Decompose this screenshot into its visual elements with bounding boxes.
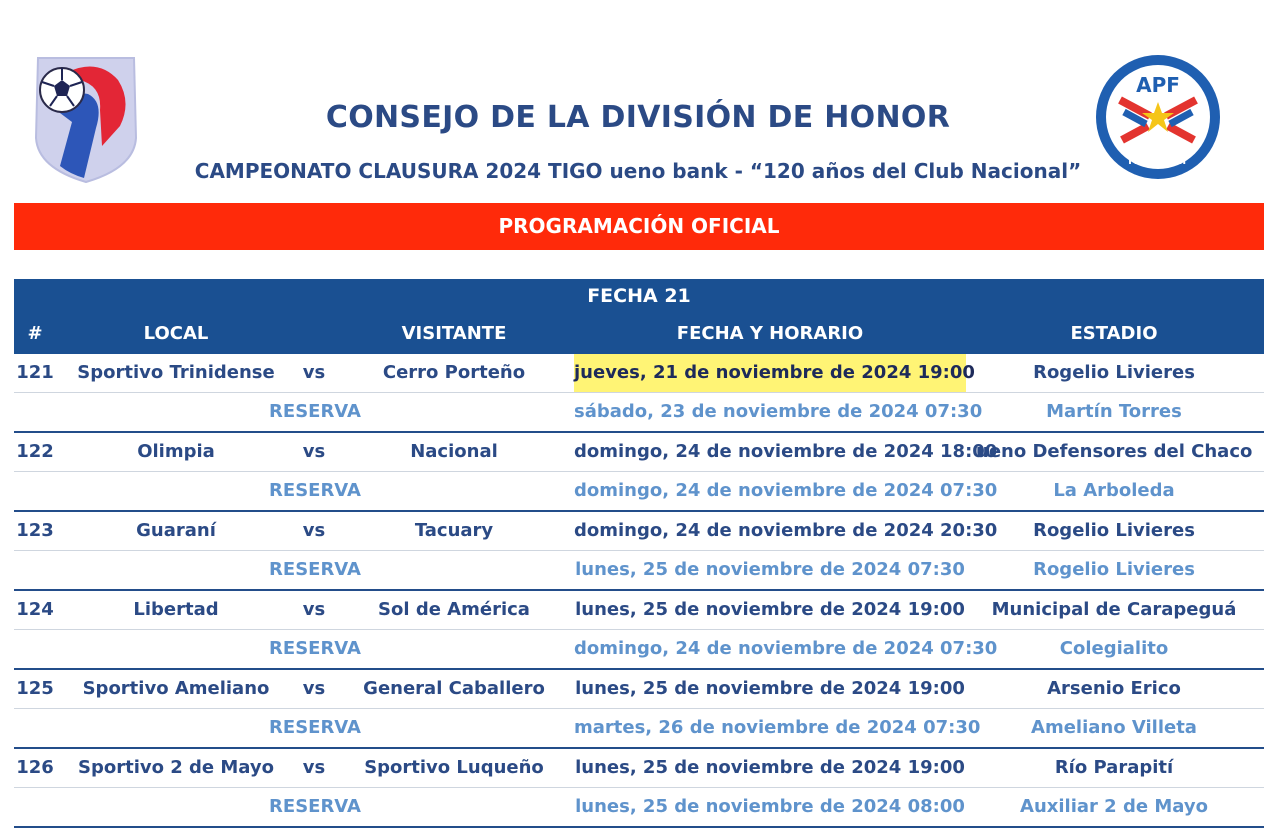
col-header-stadium: ESTADIO	[1070, 323, 1158, 344]
reserve-label: RESERVA	[269, 401, 361, 422]
match-row	[14, 433, 1264, 472]
match-row	[14, 354, 1264, 393]
vs-label: vs	[302, 362, 326, 383]
match-row	[14, 591, 1264, 630]
reserve-stadium: Rogelio Livieres	[1033, 559, 1195, 580]
col-header-visitor: VISITANTE	[401, 323, 507, 344]
reserve-row	[14, 393, 1264, 433]
match-stadium: Río Parapití	[1054, 757, 1174, 778]
match-row	[14, 512, 1264, 551]
col-header-num: #	[27, 323, 43, 344]
col-header-datetime: FECHA Y HORARIO	[676, 323, 864, 344]
reserve-label: RESERVA	[269, 717, 361, 738]
page-subtitle: CAMPEONATO CLAUSURA 2024 TIGO ueno bank - “120 años del Club Nacional”	[194, 159, 1082, 183]
reserve-datetime: lunes, 25 de noviembre de 2024 08:00	[575, 796, 965, 817]
match-stadium: Arsenio Erico	[1047, 678, 1181, 699]
reserve-row	[14, 551, 1264, 591]
reserve-stadium: Ameliano Villeta	[1031, 717, 1197, 738]
programming-banner: PROGRAMACIÓN OFICIAL	[14, 203, 1264, 250]
reserve-datetime: martes, 26 de noviembre de 2024 07:30	[574, 717, 981, 738]
reserve-stadium: Martín Torres	[1046, 401, 1182, 422]
match-datetime: domingo, 24 de noviembre de 2024 18:00	[574, 441, 998, 462]
reserve-label: RESERVA	[269, 638, 361, 659]
vs-label: vs	[302, 441, 326, 462]
round-title: FECHA 21	[587, 285, 691, 307]
visitor-team: Nacional	[410, 441, 498, 462]
vs-label: vs	[302, 599, 326, 620]
col-header-local: LOCAL	[143, 323, 209, 344]
visitor-team: Tacuary	[414, 520, 494, 541]
local-team: Libertad	[133, 599, 219, 620]
match-number: 126	[16, 757, 54, 778]
fixtures-table	[14, 354, 1264, 828]
local-team: Olimpia	[137, 441, 215, 462]
match-stadium: Rogelio Livieres	[1033, 520, 1195, 541]
match-number: 122	[16, 441, 54, 462]
table-header	[14, 279, 1264, 354]
local-team: Sportivo 2 de Mayo	[78, 757, 274, 778]
vs-label: vs	[302, 678, 326, 699]
visitor-team: Sportivo Luqueño	[364, 757, 544, 778]
match-number: 121	[16, 362, 54, 383]
reserve-stadium: La Arboleda	[1053, 480, 1175, 501]
match-stadium: Municipal de Carapeguá	[991, 599, 1237, 620]
visitor-team: General Caballero	[363, 678, 545, 699]
local-team: Guaraní	[136, 520, 216, 541]
reserve-row	[14, 630, 1264, 670]
svg-text:PARAGUAY: PARAGUAY	[1128, 156, 1188, 167]
reserve-label: RESERVA	[269, 480, 361, 501]
match-number: 123	[16, 520, 54, 541]
local-team: Sportivo Trinidense	[77, 362, 275, 383]
match-row	[14, 749, 1264, 788]
reserve-row	[14, 472, 1264, 512]
reserve-datetime: domingo, 24 de noviembre de 2024 07:30	[574, 638, 998, 659]
match-stadium: ueno Defensores del Chaco	[976, 441, 1253, 462]
reserve-stadium: Colegialito	[1059, 638, 1169, 659]
vs-label: vs	[302, 520, 326, 541]
visitor-team: Sol de América	[378, 599, 530, 620]
match-number: 124	[16, 599, 54, 620]
visitor-team: Cerro Porteño	[382, 362, 526, 383]
match-row	[14, 670, 1264, 709]
reserve-datetime: domingo, 24 de noviembre de 2024 07:30	[574, 480, 998, 501]
reserve-row	[14, 709, 1264, 749]
vs-label: vs	[302, 757, 326, 778]
reserve-label: RESERVA	[269, 796, 361, 817]
page-title: CONSEJO DE LA DIVISIÓN DE HONOR	[325, 100, 951, 135]
reserve-row	[14, 788, 1264, 828]
match-number: 125	[16, 678, 54, 699]
reserve-datetime: sábado, 23 de noviembre de 2024 07:30	[574, 401, 983, 422]
match-stadium: Rogelio Livieres	[1033, 362, 1195, 383]
match-datetime: lunes, 25 de noviembre de 2024 19:00	[575, 678, 965, 699]
match-datetime-highlighted: jueves, 21 de noviembre de 2024 19:00	[574, 354, 966, 392]
match-datetime: lunes, 25 de noviembre de 2024 19:00	[575, 599, 965, 620]
match-datetime: domingo, 24 de noviembre de 2024 20:30	[574, 520, 998, 541]
local-team: Sportivo Ameliano	[82, 678, 270, 699]
reserve-datetime: lunes, 25 de noviembre de 2024 07:30	[575, 559, 965, 580]
match-datetime: lunes, 25 de noviembre de 2024 19:00	[575, 757, 965, 778]
reserve-stadium: Auxiliar 2 de Mayo	[1020, 796, 1208, 817]
reserve-label: RESERVA	[269, 559, 361, 580]
svg-text:APF: APF	[1136, 73, 1180, 97]
